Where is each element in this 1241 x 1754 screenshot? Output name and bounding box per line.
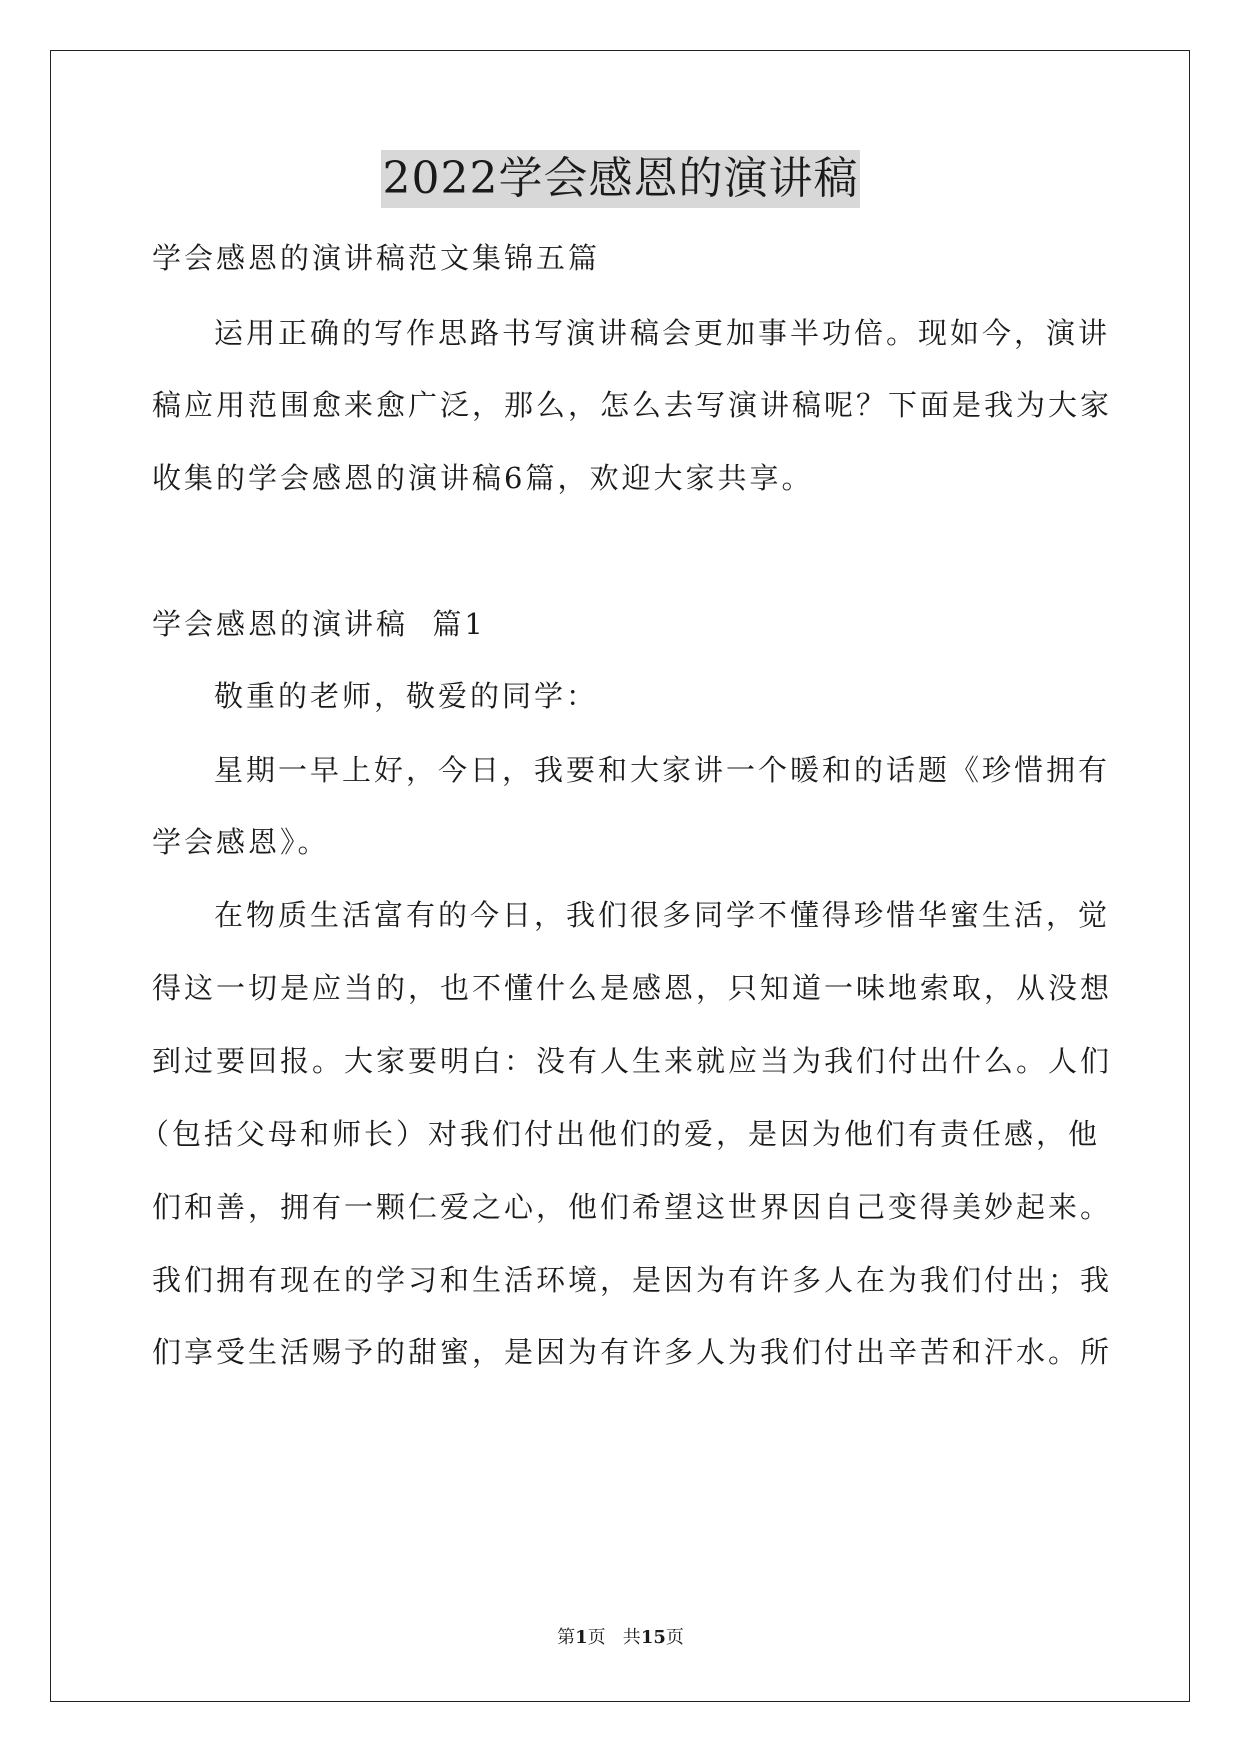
body-line-3: 在物质生活富有的今日，我们很多同学不懂得珍惜华蜜生活，觉: [214, 898, 1111, 932]
intro-line-1: 运用正确的写作思路书写演讲稿会更加事半功倍。现如今，演讲: [214, 316, 1111, 350]
body-line-5: 到过要回报。大家要明白：没有人生来就应当为我们付出什么。人们: [152, 1044, 1113, 1078]
footer-middle: 页 共: [587, 1627, 641, 1648]
body-line-9: 们享受生活赐予的甜蜜，是因为有许多人为我们付出辛苦和汗水。所: [152, 1335, 1113, 1369]
body-line-1: 星期一早上好，今日，我要和大家讲一个暖和的话题《珍惜拥有: [214, 753, 1111, 787]
footer-page-number: 1: [575, 1627, 588, 1648]
intro-line-2: 稿应用范围愈来愈广泛，那么，怎么去写演讲稿呢？下面是我为大家: [152, 388, 1113, 422]
footer-total-pages: 15: [640, 1627, 666, 1648]
page-footer: [0, 1626, 1241, 1650]
body-line-7: 们和善，拥有一颗仁爱之心，他们希望这世界因自己变得美妙起来。: [152, 1190, 1113, 1224]
title-container: [0, 150, 1241, 208]
document-title: 2022学会感恩的演讲稿: [381, 150, 861, 208]
body-line-4: 得这一切是应当的，也不懂什么是感恩，只知道一味地索取，从没想: [152, 971, 1113, 1005]
document-subtitle: 学会感恩的演讲稿范文集锦五篇: [152, 241, 601, 275]
intro-line-3: 收集的学会感恩的演讲稿6篇，欢迎大家共享。: [152, 461, 814, 495]
greeting-line: 敬重的老师，敬爱的同学：: [214, 679, 599, 713]
body-line-6: （包括父母和师长）对我们付出他们的爱，是因为他们有责任感，他: [140, 1117, 1101, 1151]
footer-suffix: 页: [665, 1627, 684, 1648]
body-line-8: 我们拥有现在的学习和生活环境，是因为有许多人在为我们付出；我: [152, 1263, 1113, 1297]
section-heading: 学会感恩的演讲稿 篇1: [152, 607, 486, 641]
footer-prefix: 第: [557, 1627, 576, 1648]
body-line-2: 学会感恩》。: [152, 825, 330, 859]
page-border: [50, 50, 1190, 1702]
